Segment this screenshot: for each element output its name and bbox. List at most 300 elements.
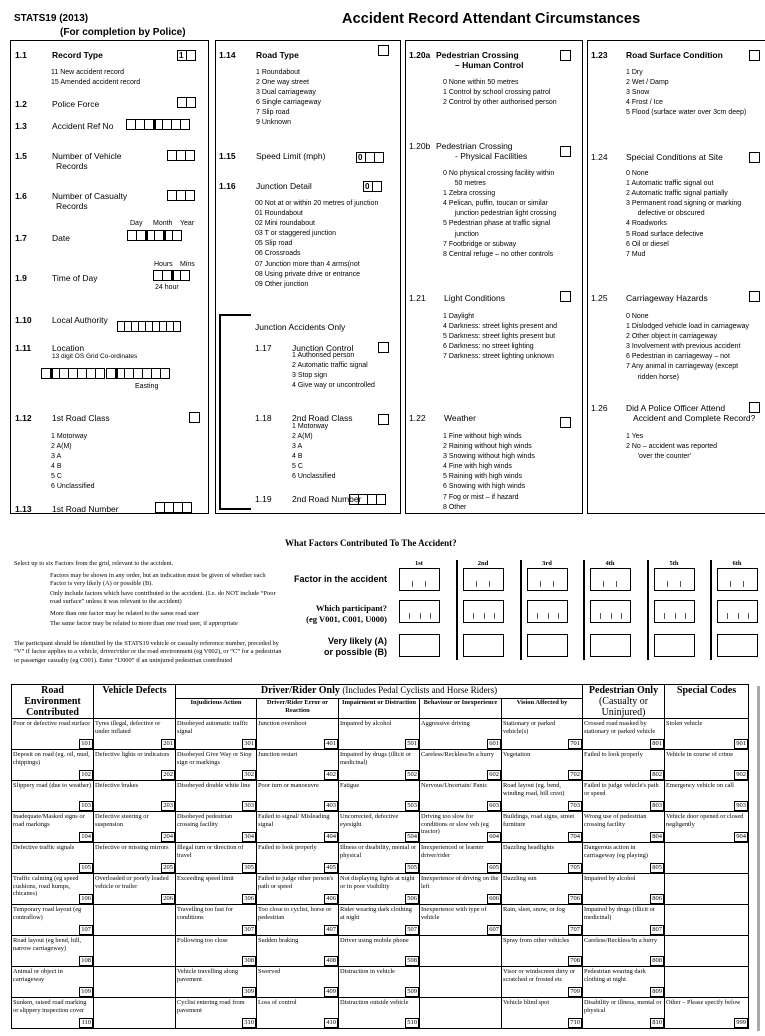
option: 3 A — [292, 443, 303, 451]
grid-row — [12, 781, 749, 812]
factor-cell[interactable] — [176, 936, 257, 967]
participant-input[interactable] — [399, 600, 440, 623]
factor-cell[interactable] — [12, 967, 94, 998]
factor-cell[interactable] — [257, 781, 339, 812]
road-surface-input[interactable] — [749, 50, 760, 61]
date-input[interactable] — [128, 230, 182, 241]
factor-code-input[interactable] — [590, 568, 631, 591]
factor-cell[interactable] — [94, 719, 176, 750]
factor-cell[interactable] — [176, 967, 257, 998]
factor-code: 202 — [163, 771, 173, 778]
road-type-input[interactable] — [378, 45, 389, 56]
factor-cell[interactable] — [583, 781, 665, 812]
record-type-digit-1[interactable]: 1 — [177, 50, 187, 61]
factor-cell[interactable] — [257, 750, 339, 781]
date-day-label: Day — [130, 220, 143, 227]
factor-label: Inexperience with type of vehicle — [421, 906, 487, 921]
factor-cell — [94, 967, 176, 998]
record-type-input[interactable] — [178, 50, 196, 61]
factor-cell[interactable] — [12, 812, 94, 843]
factor-label: Slippery road (due to weather) — [13, 782, 92, 789]
grid-row — [12, 874, 749, 905]
factor-cell[interactable] — [502, 998, 583, 1029]
option: 3 Involvement with previous accident — [626, 343, 741, 351]
factor-cell[interactable] — [583, 998, 665, 1029]
factor-code: 107 — [81, 926, 91, 933]
page-title: Accident Record Attendant Circumstances — [342, 11, 641, 27]
participant-input[interactable] — [654, 600, 695, 623]
2nd-road-class-input[interactable] — [378, 414, 389, 425]
local-authority-input[interactable] — [118, 321, 181, 332]
digit-tick — [664, 613, 665, 619]
accident-ref-input[interactable] — [127, 119, 190, 130]
ped-crossing-human-options — [443, 78, 557, 108]
digit-box[interactable] — [182, 502, 192, 513]
factor-cell[interactable] — [12, 750, 94, 781]
factor-code: 707 — [570, 926, 581, 933]
junction-detail-input[interactable] — [364, 181, 382, 192]
section-num: 1.24 — [591, 152, 608, 162]
factor-cell[interactable] — [339, 843, 420, 874]
section-title: Carriageway Hazards — [626, 293, 708, 303]
likelihood-input[interactable] — [717, 634, 758, 657]
ped-crossing-physical-input[interactable] — [560, 146, 571, 157]
factor-code: 301 — [244, 740, 254, 747]
factor-cell[interactable] — [420, 781, 502, 812]
factor-label: Not displaying lights at night or in poor visibility — [340, 875, 415, 890]
factor-cell[interactable] — [583, 812, 665, 843]
section-title: Pedestrian Crossing — [436, 50, 519, 60]
participant-input[interactable] — [463, 600, 504, 623]
factor-code: 409 — [326, 988, 336, 995]
factor-cell[interactable] — [502, 812, 583, 843]
option: 1 Dislodged vehicle load in carriageway — [626, 323, 749, 331]
participant-row-example: (eg V001, C001, U000) — [306, 614, 387, 624]
option: 07 Junction more than 4 arms(not — [255, 260, 360, 268]
special-conditions-input[interactable] — [749, 152, 760, 163]
factor-cell[interactable] — [339, 812, 420, 843]
factor-code: 401 — [326, 740, 336, 747]
date-year-label: Year — [180, 220, 195, 227]
header-driver-rider — [176, 685, 583, 699]
digit-box[interactable] — [372, 181, 382, 192]
factor-code: 404 — [326, 833, 336, 840]
option: 3 Snow — [626, 89, 650, 97]
factor-cell[interactable] — [257, 843, 339, 874]
section-title: Weather — [444, 413, 476, 423]
likelihood-input[interactable] — [590, 634, 631, 657]
section-title: 1st Road Class — [52, 413, 110, 423]
digit-tick — [420, 613, 421, 619]
factor-cell[interactable] — [94, 874, 176, 905]
factor-code: 507 — [407, 926, 417, 933]
factor-code: 303 — [244, 802, 254, 809]
digit-box[interactable]: 0 — [363, 181, 373, 192]
factor-code: 805 — [652, 864, 663, 871]
factor-code: 801 — [652, 740, 663, 747]
factor-code: 308 — [244, 957, 254, 964]
factor-label: Pedestrian wearing dark clothing at night — [584, 968, 646, 983]
digit-box[interactable]: 0 — [356, 152, 366, 163]
digit-box[interactable] — [185, 190, 195, 201]
option: 7 Slip road — [256, 109, 290, 117]
digit-tick — [489, 581, 490, 587]
option: ridden horse) — [626, 373, 679, 381]
factor-code: 601 — [489, 740, 499, 747]
factor-cell[interactable] — [339, 874, 420, 905]
section-title: Junction Detail — [256, 181, 312, 191]
option: 6 Single carriageway — [256, 99, 321, 107]
factor-label: Sudden braking — [258, 937, 299, 944]
factor-cell[interactable] — [12, 874, 94, 905]
factor-code: 602 — [489, 771, 499, 778]
section-title: Police Force — [52, 99, 100, 109]
option: 1 Zebra crossing — [443, 190, 496, 198]
option: 0 None — [626, 170, 649, 177]
factor-cell[interactable] — [420, 719, 502, 750]
vehicle-records-input[interactable] — [168, 150, 195, 161]
carriageway-hazards-input[interactable] — [749, 291, 760, 302]
factor-cell[interactable] — [94, 812, 176, 843]
header-road-environment: Road Environment Contributed — [12, 685, 94, 719]
digit-box[interactable] — [374, 152, 384, 163]
option: 0 No physical crossing facility within — [443, 170, 555, 177]
factor-cell[interactable] — [502, 936, 583, 967]
factor-label: Temporary road layout (eg contraflow) — [13, 906, 82, 921]
time-input[interactable] — [154, 270, 190, 281]
factor-cell[interactable] — [420, 843, 502, 874]
factor-code: 806 — [652, 895, 663, 902]
likely-row-label-2: or possible (B) — [323, 647, 387, 657]
factor-cell[interactable] — [257, 905, 339, 936]
factor-code: 604 — [489, 833, 499, 840]
factor-cell[interactable] — [583, 750, 665, 781]
factor-label: Impaired by drugs (illicit or medicinal) — [340, 751, 411, 766]
option: 4 Roadworks — [626, 220, 667, 228]
section-num: 1.5 — [15, 151, 27, 161]
factor-label: Poor or defective road surface — [13, 720, 91, 727]
1st-road-number-input[interactable] — [156, 502, 192, 513]
date-month-label: Month — [153, 220, 173, 227]
factor-code: 201 — [163, 740, 173, 747]
digit-box[interactable] — [95, 368, 105, 379]
option: 00 Not at or within 20 metres of junction — [255, 200, 379, 207]
factor-cell[interactable] — [502, 874, 583, 905]
factor-cell[interactable] — [583, 843, 665, 874]
grid-row — [12, 967, 749, 998]
section-num: 1.11 — [15, 343, 32, 353]
1st-road-class-input[interactable] — [189, 412, 200, 423]
option: 1 Daylight — [443, 313, 475, 320]
factor-cell[interactable] — [502, 781, 583, 812]
factor-label: Careless/Reckless/In a hurry — [584, 937, 658, 944]
factor-code-input[interactable] — [527, 568, 568, 591]
factor-cell[interactable] — [583, 905, 665, 936]
factor-cell[interactable] — [257, 967, 339, 998]
factor-cell[interactable] — [176, 905, 257, 936]
factor-code: 704 — [570, 833, 581, 840]
digit-box[interactable] — [376, 494, 386, 505]
factor-column-header: 1st — [415, 560, 423, 567]
factor-cell — [94, 936, 176, 967]
ped-crossing-human-input[interactable] — [560, 50, 571, 61]
section-title: Speed Limit (mph) — [256, 151, 326, 161]
factor-cell[interactable] — [176, 750, 257, 781]
factor-cell[interactable] — [12, 905, 94, 936]
factor-label: Traffic calming (eg speed cushions, road humps, chicanes) — [13, 875, 79, 898]
section-title-line2: - Physical Facilities — [455, 151, 528, 161]
casualty-records-input[interactable] — [168, 190, 195, 201]
factor-label: Junction restart — [258, 751, 298, 758]
factor-cell[interactable] — [339, 998, 420, 1029]
factor-cell[interactable] — [502, 750, 583, 781]
factor-cell[interactable] — [502, 905, 583, 936]
junction-control-input[interactable] — [378, 342, 389, 353]
option: 2 Automatic traffic signal partially — [626, 190, 728, 198]
factor-label: Driver using mobile phone — [340, 937, 409, 944]
factor-cell[interactable] — [12, 781, 94, 812]
option: 7 Footbridge or subway — [443, 240, 517, 248]
digit-box[interactable] — [160, 368, 170, 379]
digit-tick — [727, 613, 728, 619]
factor-cell[interactable] — [339, 750, 420, 781]
factor-label: Failed to look properly — [258, 844, 317, 851]
digit-box[interactable] — [172, 230, 182, 241]
factor-code: 106 — [81, 895, 91, 902]
factor-code-input[interactable] — [463, 568, 504, 591]
digit-box[interactable] — [180, 270, 190, 281]
section-num: 1.16 — [219, 181, 236, 191]
factor-cell[interactable] — [665, 781, 749, 812]
option: 5 Raining with high winds — [443, 473, 522, 481]
factor-label: Road layout (eg bend, hill, narrow carriageway) — [13, 937, 82, 952]
location-grid-input-2[interactable] — [107, 368, 170, 379]
factor-cell[interactable] — [583, 967, 665, 998]
factor-cell[interactable] — [257, 719, 339, 750]
option: 2 One way street — [256, 79, 309, 87]
factor-cell[interactable] — [665, 998, 749, 1029]
digit-tick — [553, 581, 554, 587]
factor-cell[interactable] — [502, 719, 583, 750]
factor-label: Defective traffic signals — [13, 844, 75, 851]
factor-label: Dazzling headlights — [503, 844, 554, 851]
digit-box[interactable] — [185, 150, 195, 161]
factor-code: 305 — [244, 864, 254, 871]
factor-row-label: Factor in the accident — [293, 574, 387, 584]
factor-cell[interactable] — [176, 719, 257, 750]
option: junction pedestrian light crossing — [443, 210, 557, 218]
factor-cell[interactable] — [420, 874, 502, 905]
factor-code: 607 — [489, 926, 499, 933]
factor-cell[interactable] — [257, 936, 339, 967]
factor-label: Impaired by alcohol — [584, 875, 636, 882]
factor-code: 205 — [163, 864, 173, 871]
factor-label: Visor or windscreen dirty or scratched or frosted etc — [503, 968, 576, 983]
option: 3 Permanent road signing or marking — [626, 200, 742, 208]
factor-code: 109 — [81, 988, 91, 995]
factor-cell[interactable] — [257, 998, 339, 1029]
factor-cell[interactable] — [665, 750, 749, 781]
column-divider — [456, 560, 458, 660]
factor-label: Vegetation — [503, 751, 531, 758]
factor-label: Failed to judge vehicle's path or speed — [584, 782, 659, 797]
option: 4 B — [51, 463, 62, 471]
option: 1 Motorway — [51, 433, 88, 440]
section-num: 1.9 — [15, 273, 27, 283]
factor-label: Dazzling sun — [503, 875, 537, 882]
option: 4 Frost / Ice — [626, 99, 663, 107]
option: 2 Wet / Damp — [626, 79, 669, 87]
header-pedestrian-note: (Casualty or Uninjured) — [598, 696, 649, 718]
factor-label: Failed to look properly — [584, 751, 643, 758]
factor-cell[interactable] — [502, 967, 583, 998]
police-attend-input[interactable] — [749, 402, 760, 413]
option: 6 Oil or diesel — [626, 240, 669, 248]
factor-cell — [665, 843, 749, 874]
factor-code: 407 — [326, 926, 336, 933]
option: 7 Any animal in carriageway (except — [626, 363, 739, 371]
location-subtitle: 13 digit OS Grid Co-ordinates — [52, 353, 138, 360]
option: 0 None — [626, 313, 649, 320]
factor-cell[interactable] — [665, 812, 749, 843]
factor-code: 105 — [81, 864, 91, 871]
factor-cell[interactable] — [502, 843, 583, 874]
factor-code-input[interactable] — [399, 568, 440, 591]
factor-cell[interactable] — [12, 998, 94, 1029]
factor-cell[interactable] — [583, 936, 665, 967]
likelihood-input[interactable] — [463, 634, 504, 657]
factor-code: 506 — [407, 895, 417, 902]
option: 2 No – accident was reported — [626, 443, 718, 451]
factor-cell[interactable] — [339, 936, 420, 967]
factor-code: 508 — [407, 957, 417, 964]
factor-cell[interactable] — [94, 843, 176, 874]
factor-cell[interactable] — [176, 812, 257, 843]
grid-row — [12, 843, 749, 874]
participant-input[interactable] — [717, 600, 758, 623]
participant-input[interactable] — [527, 600, 568, 623]
section-num: 1.22 — [409, 413, 426, 423]
factor-label: Failed to judge other person's path or speed — [258, 875, 334, 890]
participant-input[interactable] — [590, 600, 631, 623]
factor-code-input[interactable] — [654, 568, 695, 591]
factor-cell[interactable] — [420, 812, 502, 843]
factor-label: Vehicle travelling along pavement — [177, 968, 239, 983]
factors-bullet: Only include factors which have contributed to the accident. (I.e. do NOT include “Poor road surface” unless it was relevant to the accident) — [50, 590, 276, 606]
section-title: Light Conditions — [444, 293, 505, 303]
option: 50 metres — [443, 180, 486, 188]
digit-box[interactable] — [173, 321, 181, 332]
factor-cell[interactable] — [257, 874, 339, 905]
factor-code: 110 — [81, 1019, 91, 1026]
factor-code: 306 — [244, 895, 254, 902]
factor-column-header: 6th — [732, 560, 742, 567]
factor-cell[interactable] — [420, 905, 502, 936]
factor-cell[interactable] — [12, 719, 94, 750]
factor-cell[interactable] — [94, 750, 176, 781]
police-force-input[interactable] — [178, 97, 196, 108]
police-attend-options — [626, 432, 717, 462]
factor-cell[interactable] — [665, 719, 749, 750]
2nd-road-number-input[interactable] — [350, 494, 386, 505]
factor-code: 703 — [570, 802, 581, 809]
digit-tick — [730, 581, 731, 587]
record-type-digit-2[interactable] — [186, 50, 196, 61]
factor-cell[interactable] — [12, 843, 94, 874]
factor-cell — [665, 967, 749, 998]
likelihood-input[interactable] — [399, 634, 440, 657]
factor-cell[interactable] — [583, 719, 665, 750]
factor-cell[interactable] — [176, 843, 257, 874]
factor-label: Vehicle in course of crime — [666, 751, 734, 758]
factor-cell — [665, 874, 749, 905]
digit-box[interactable] — [180, 119, 190, 130]
factor-cell[interactable] — [257, 812, 339, 843]
participant-row-label: Which participant? — [315, 603, 387, 613]
factor-cell[interactable] — [339, 967, 420, 998]
factor-code: 103 — [81, 802, 91, 809]
light-conditions-input[interactable] — [560, 291, 571, 302]
factor-cell — [665, 905, 749, 936]
factor-code: 710 — [570, 1019, 581, 1026]
carriageway-hazards-options — [626, 312, 749, 383]
factor-code-input[interactable] — [717, 568, 758, 591]
factor-cell[interactable] — [339, 905, 420, 936]
factor-code: 706 — [570, 895, 581, 902]
digit-tick — [476, 581, 477, 587]
factor-cell[interactable] — [176, 998, 257, 1029]
digit-tick — [558, 613, 559, 619]
option: 2 A(M) — [292, 433, 313, 441]
factor-cell[interactable] — [176, 874, 257, 905]
speed-limit-input[interactable] — [357, 152, 384, 163]
section-num: 1.19 — [255, 494, 272, 504]
factor-label: Vehicle door opened or closed negligently — [666, 813, 744, 828]
option: 1 Authorised person — [292, 352, 355, 359]
option: 1 Fine without high winds — [443, 433, 522, 440]
factor-cell[interactable] — [339, 719, 420, 750]
option: 3 Stop sign — [292, 372, 328, 380]
factor-label: Disobeyed double white line — [177, 782, 251, 789]
factor-cell[interactable] — [12, 936, 94, 967]
section-num: 1.7 — [15, 233, 27, 243]
factor-label: Distraction in vehicle — [340, 968, 396, 975]
time-hours-label: Hours — [154, 261, 173, 268]
ped-crossing-physical-options — [443, 169, 556, 260]
option: 5 C — [292, 463, 303, 471]
factor-cell[interactable] — [94, 781, 176, 812]
likelihood-input[interactable] — [654, 634, 695, 657]
factor-code: 708 — [570, 957, 581, 964]
factor-cell[interactable] — [339, 781, 420, 812]
header-driver-label: Driver/Rider Only — [260, 685, 340, 696]
factor-code: 902 — [736, 771, 747, 778]
digit-box[interactable] — [186, 97, 196, 108]
factor-code: 808 — [652, 957, 663, 964]
factor-cell[interactable] — [176, 781, 257, 812]
section-title: Location — [52, 343, 85, 353]
factor-cell[interactable] — [420, 750, 502, 781]
factor-label: Overloaded or poorly loaded vehicle or trailer — [95, 875, 169, 890]
likelihood-input[interactable] — [527, 634, 568, 657]
location-grid-input-1[interactable] — [42, 368, 105, 379]
weather-input[interactable] — [560, 417, 571, 428]
header-vehicle-defects: Vehicle Defects — [94, 685, 176, 719]
scrollbar-edge — [757, 686, 760, 1031]
section-title: Accident Ref No — [52, 121, 114, 131]
factor-cell[interactable] — [583, 874, 665, 905]
factor-label: Wrong use of pedestrian crossing facility — [584, 813, 647, 828]
